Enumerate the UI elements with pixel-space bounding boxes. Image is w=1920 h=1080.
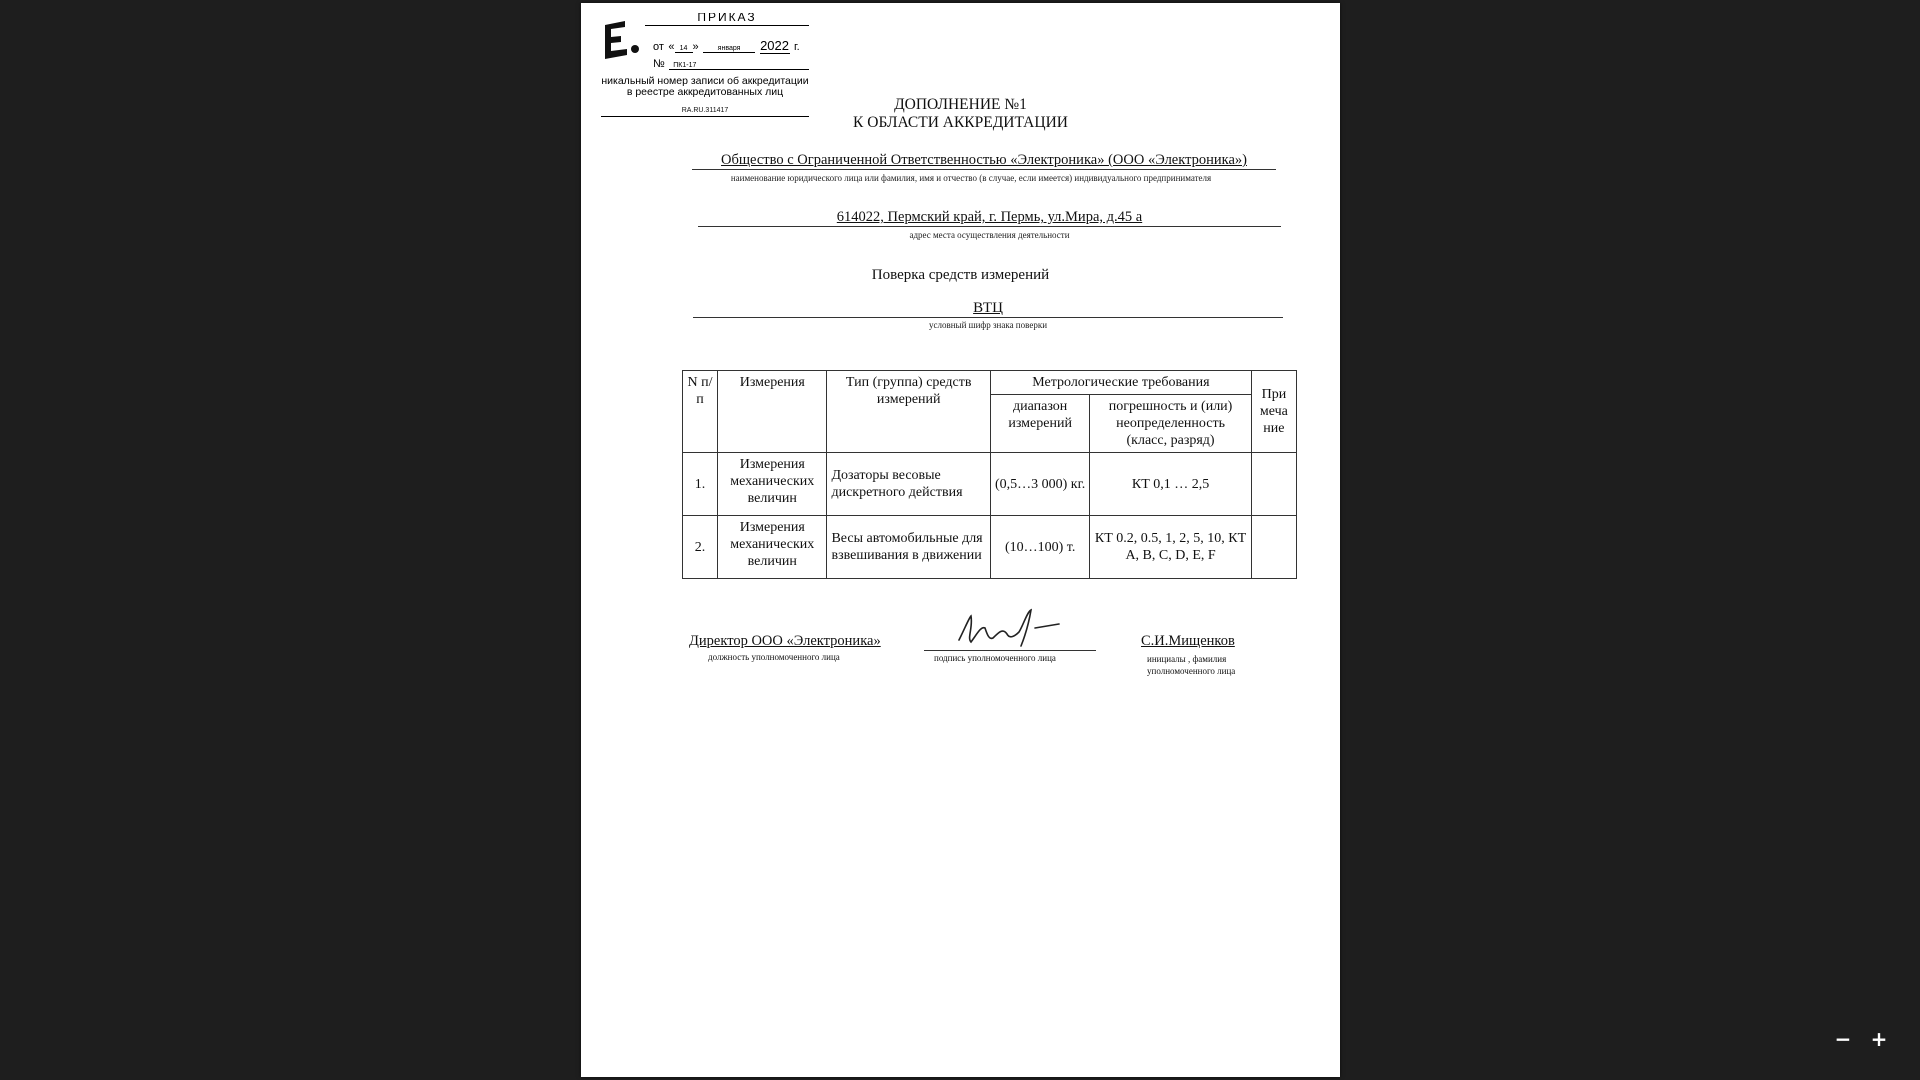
document-title: ДОПОЛНЕНИЕ №1: [894, 96, 1027, 113]
verification-code-caption: условный шифр знака поверки: [928, 320, 1048, 330]
header-num: N п/п: [683, 371, 718, 453]
stamp-year: 2022: [760, 38, 789, 53]
header-range: диапазон измерений: [990, 395, 1089, 453]
cell-range: (0,5…3 000) кг.: [990, 453, 1089, 516]
cell-num: 1.: [683, 453, 718, 516]
cell-range: (10…100) т.: [990, 516, 1089, 579]
header-accuracy: погрешность и (или) неопределенность (класс, разряд): [1090, 395, 1252, 453]
cell-measurements: Измерения механических величин: [718, 516, 827, 579]
document-subtitle: К ОБЛАСТИ АККРЕДИТАЦИИ: [853, 114, 1068, 131]
verification-code: [693, 300, 1283, 318]
signature-line: [924, 650, 1096, 651]
cell-accuracy: КТ 0,1 … 2,5: [1090, 453, 1252, 516]
stamp-quote-open: «: [668, 41, 675, 53]
stamp-month: января: [703, 45, 755, 53]
stamp-from-label: от: [653, 41, 664, 53]
document-page: [581, 3, 1340, 1077]
cell-accuracy: КТ 0.2, 0.5, 1, 2, 5, 10, КТ A, B, C, D, E, F: [1090, 516, 1252, 579]
stamp-day: 14: [675, 45, 693, 53]
table-header-row: [683, 371, 1297, 395]
stamp-date: [653, 37, 800, 55]
stamp-registry-number: RA.RU.311417: [601, 107, 809, 117]
address: [698, 209, 1281, 227]
signature-caption: подпись уполномоченного лица: [934, 653, 1056, 663]
signatory-position: Директор ООО «Электроника»: [689, 633, 881, 649]
activity-type: Поверка средств измерений: [871, 267, 1050, 283]
signatory-position-caption: должность уполномоченного лица: [708, 652, 840, 662]
organization-name: [692, 152, 1276, 170]
stamp-header: ПРИКАЗ: [645, 13, 809, 26]
table-row: [683, 516, 1297, 579]
cell-measurements: Измерения механических величин: [718, 453, 827, 516]
cell-notes: [1251, 453, 1296, 516]
stamp-number-row: [653, 54, 809, 72]
zoom-in-button[interactable]: +: [1870, 1027, 1888, 1051]
organization-name-text: Общество с Ограниченной Ответственностью «Электроника» (ООО «Электроника»): [721, 152, 1247, 168]
cell-type: Весы автомобильные для взвешивания в движении: [827, 516, 991, 579]
stamp-number: ПК1-17: [669, 62, 809, 70]
verification-code-text: ВТЦ: [973, 300, 1003, 316]
cell-notes: [1251, 516, 1296, 579]
address-text: 614022, Пермский край, г. Пермь, ул.Мира, д.45 а: [836, 209, 1143, 225]
stamp-number-label: №: [653, 58, 665, 70]
header-measurements: Измерения: [718, 371, 827, 453]
stamp-quote-close: »: [692, 41, 699, 53]
header-type: Тип (группа) средств измерений: [827, 371, 991, 453]
address-caption: адрес места осуществления деятельности: [909, 230, 1070, 240]
signatory-name-caption: инициалы , фамилия уполномоченного лица: [1147, 654, 1236, 676]
signatory-name: С.И.Мищенков: [1141, 633, 1235, 649]
stamp-caption: никальный номер записи об аккредитации в реестре аккредитованных лиц: [601, 75, 809, 98]
accreditation-logo-icon: [601, 19, 645, 63]
requirements-table: [682, 370, 1297, 579]
cell-num: 2.: [683, 516, 718, 579]
organization-caption: наименование юридического лица или фамилия, имя и отчество (в случае, если имеется) индивидуального предпринимателя: [730, 173, 1212, 183]
table-row: [683, 453, 1297, 516]
header-metrology: Метрологические требования: [990, 371, 1251, 395]
zoom-out-button[interactable]: −: [1834, 1027, 1852, 1051]
header-notes: При меча ние: [1251, 371, 1296, 453]
handwritten-signature: [951, 608, 1071, 653]
stamp-year-suffix: г.: [793, 41, 800, 53]
cell-type: Дозаторы весовые дискретного действия: [827, 453, 991, 516]
